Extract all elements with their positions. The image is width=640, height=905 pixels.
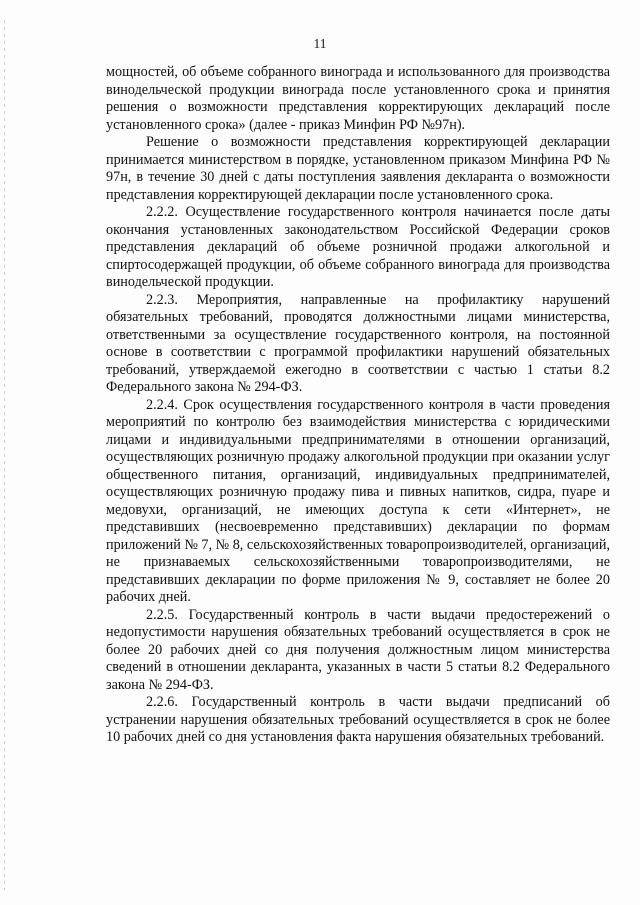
paragraph-2-2-5: 2.2.5. Государственный контроль в части выдачи предостережений о недопустимости нарушения обязательных требований осуществляется в срок не более 20 рабочих дней со дня получения должностным лицом министерства сведений в отношении декларанта, указанных в части 5 статьи 8.2 Федерального закона № 294-ФЗ. [106,606,610,693]
scan-edge-mark [4,20,5,890]
paragraph-2-2-6: 2.2.6. Государственный контроль в части выдачи предписаний об устранении нарушения обязательных требований осуществляется в срок не более 10 рабочих дней со дня установления факта нарушения обязательных требований. [106,694,610,745]
paragraph-2-2-2: 2.2.2. Осуществление государственного контроля начинается после даты окончания установленных законодательством Российской Федерации сроков представления деклараций об объеме розничной продажи алкогольной и спиртосодержащей продукции, об объеме собранного винограда для производства винодельческой продукции. [106,204,610,290]
paragraph-2-2-4: 2.2.4. Срок осуществления государственного контроля в части проведения мероприятий по контролю без взаимодействия министерства с юридическими лицами и индивидуальными предпринимателями в отношении организаций, осуществляющих розничную продажу алкогольной продукции при оказании услуг общественного питания, организаций, индивидуальных предпринимателей, осуществляющих розничную продажу пива и пивных напитков, сидра, пуаре и медовухи, организаций, не имеющих доступа к сети «Интернет», не представивших (несвоевременно представивших) декларации по формам приложений № 7, № 8, сельскохозяйственных товаропроизводителей, организаций, не признаваемых сельскохозяйственными товаропроизводителями, не представивших декларации по форме приложения № 9, составляет не более 20 рабочих дней. [106,396,610,605]
document-body [106,64,610,747]
paragraph-continuation: мощностей, об объеме собранного винограда и использованного для производства винодельческой продукции винограда после установленного срока и принятия решения о возможности представления корректирующих деклараций после установленного срока» (далее - приказ Минфин РФ №97н). [106,64,610,133]
page-number: 11 [313,36,327,51]
paragraph-correction-decision: Решение о возможности представления корректирующей декларации принимается министерством в порядке, установленном приказом Минфина РФ № 97н, в течение 30 дней с даты поступления заявления декларанта о возможности представления корректирующей декларации после установленного срока. [106,134,610,203]
paragraph-2-2-3: 2.2.3. Мероприятия, направленные на профилактику нарушений обязательных требований, проводятся должностными лицами министерства, ответственными за осуществление государственного контроля, на постоянной основе в соответствии с программой профилактики нарушений обязательных требований, утверждаемой ежегодно в соответствии с частью 1 статьи 8.2 Федерального закона № 294-ФЗ. [106,291,610,395]
